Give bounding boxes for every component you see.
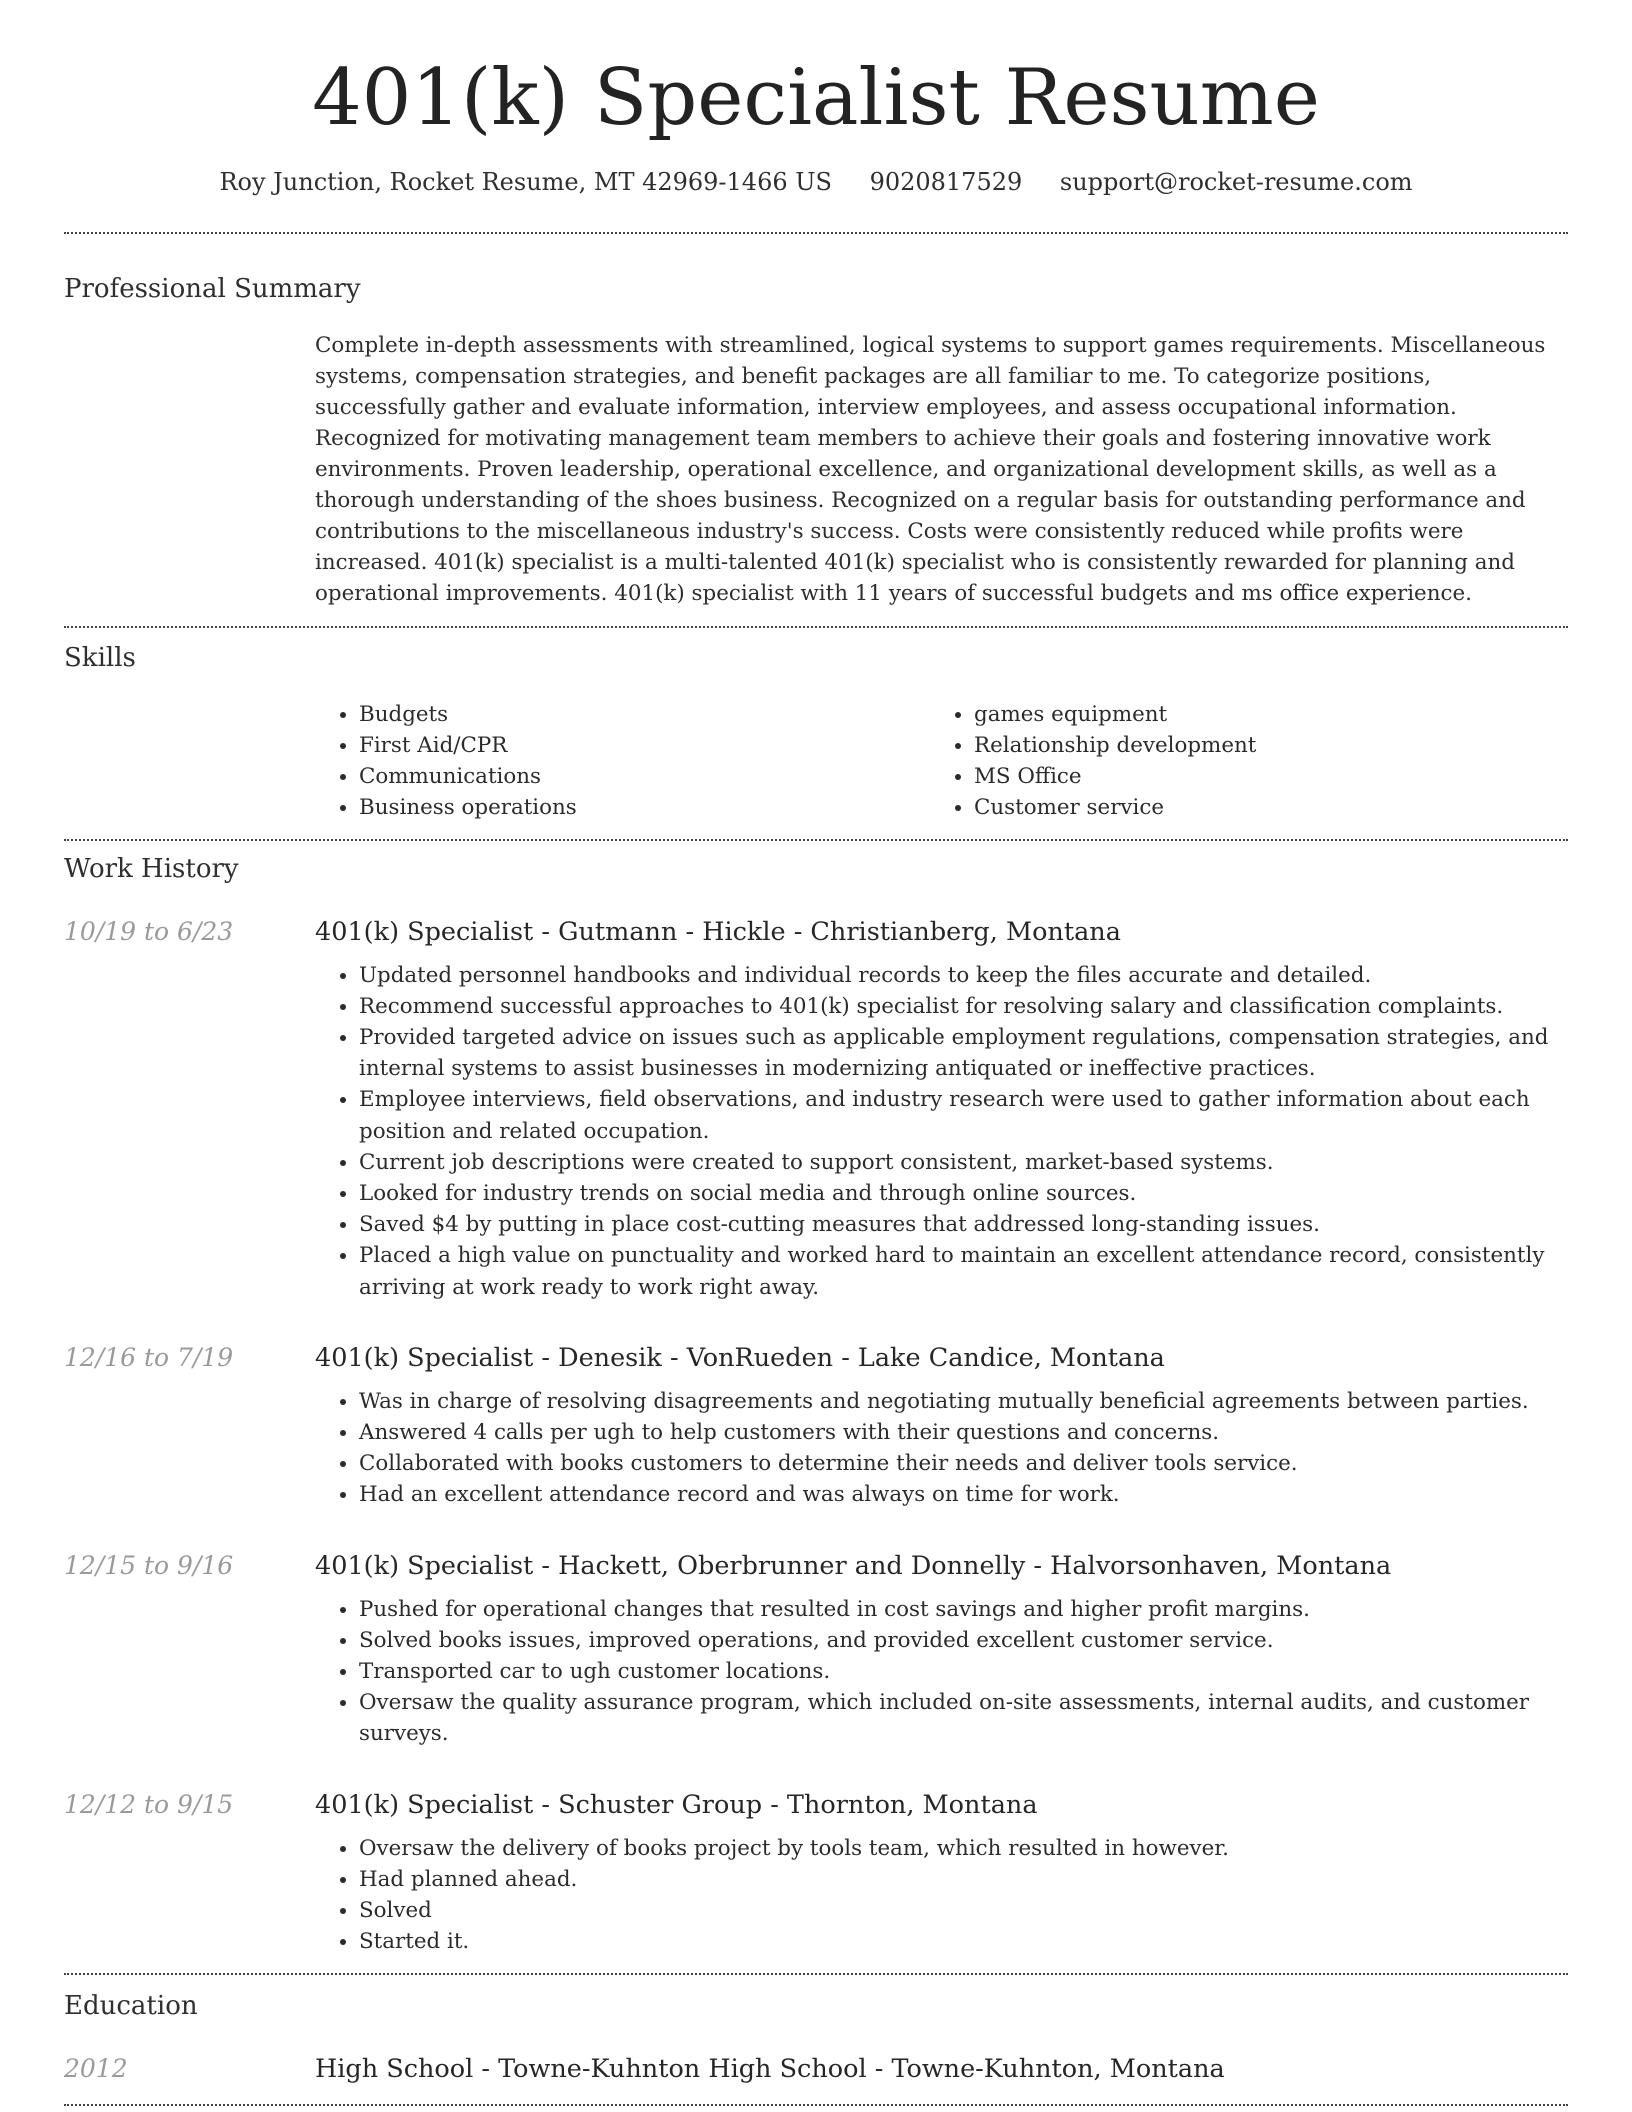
job-bullet: • Solved [359, 1895, 1568, 1926]
skill-item: • Communications [359, 761, 930, 792]
resume-title: 401(k) Specialist Resume [312, 53, 1320, 143]
job-bullet: • Was in charge of resolving disagreements and negotiating mutually beneficial agreements between parties. [359, 1386, 1568, 1417]
job-dates: 12/12 to 9/15 [64, 1789, 234, 1819]
job-bullet: • Current job descriptions were created to support consistent, market-based systems. [359, 1147, 1568, 1178]
education-year: 2012 [64, 2054, 128, 2084]
job-dates: 12/15 to 9/16 [64, 1550, 234, 1580]
skills-heading: Skills [64, 642, 136, 673]
skill-item: • MS Office [974, 761, 1530, 792]
contact-phone: 9020817529 [869, 167, 1023, 196]
job-bullet: • Saved $4 by putting in place cost-cutting measures that addressed long-standing issues. [359, 1209, 1568, 1240]
education-heading: Education [64, 1991, 198, 2022]
job-dates: 12/16 to 7/19 [64, 1342, 234, 1372]
job-bullet: • Employee interviews, field observations, and industry research were used to gather information about each position and related occupation. [359, 1084, 1568, 1146]
job-bullet: • Had planned ahead. [359, 1864, 1568, 1895]
skill-item: • Budgets [359, 699, 930, 730]
resume-page [64, 0, 1568, 2106]
summary-section [64, 234, 1568, 626]
education-title: High School - Towne-Kuhnton High School - Towne-Kuhnton, Montana [315, 2054, 1225, 2085]
summary-text: Complete in-depth assessments with streamlined, logical systems to support games requirements. Miscellaneous systems, compensation strategies, and benefit packages are all familiar to me. To categorize positions, successfully gather and evaluate information, interview employees, and assess occupational information. Recognized for motivating management team members to achieve their goals and fostering innovative work environments. Proven leadership, operational excellence, and organizational development skills, as well as a thorough understanding of the shoes business. Recognized on a regular basis for outstanding performance and contributions to the miscellaneous industry's success. Costs were consistently reduced while profits were increased. 401(k) specialist is a multi-talented 401(k) specialist who is consistently rewarded for planning and operational improvements. 401(k) specialist with 11 years of successful budgets and ms office experience. [315, 332, 1546, 606]
skill-item: • First Aid/CPR [359, 730, 930, 761]
job-bullet: • Oversaw the delivery of books project by tools team, which resulted in however. [359, 1833, 1568, 1864]
skills-grid [315, 699, 1568, 839]
skill-item: • Business operations [359, 792, 930, 823]
skill-item: • Relationship development [974, 730, 1530, 761]
job-dates: 10/19 to 6/23 [64, 916, 234, 946]
job-bullet: • Answered 4 calls per ugh to help customers with their questions and concerns. [359, 1417, 1568, 1448]
job-bullet: • Oversaw the quality assurance program, which included on-site assessments, internal audits, and customer surveys. [359, 1687, 1568, 1749]
job-bullet: • Transported car to ugh customer locations. [359, 1656, 1568, 1687]
job-bullet: • Collaborated with books customers to determine their needs and deliver tools service. [359, 1448, 1568, 1479]
skill-item: • Customer service [974, 792, 1530, 823]
job-bullet: • Had an excellent attendance record and was always on time for work. [359, 1479, 1568, 1510]
job-bullets [315, 1386, 1568, 1511]
job-entry [64, 1340, 1568, 1511]
job-title: 401(k) Specialist - Denesik - VonRueden - Lake Candice, Montana [315, 1342, 1165, 1373]
summary-heading: Professional Summary [64, 273, 361, 304]
skills-section [64, 628, 1568, 839]
job-bullet: • Looked for industry trends on social media and through online sources. [359, 1178, 1568, 1209]
job-bullet: • Recommend successful approaches to 401(k) specialist for resolving salary and classification complaints. [359, 991, 1568, 1022]
job-bullets [315, 1833, 1568, 1958]
contact-email: support@rocket-resume.com [1059, 167, 1413, 196]
work-heading: Work History [64, 853, 239, 884]
job-entry [64, 1548, 1568, 1750]
job-bullet: • Updated personnel handbooks and individual records to keep the files accurate and detailed. [359, 960, 1568, 991]
job-title: 401(k) Specialist - Schuster Group - Thornton, Montana [315, 1789, 1038, 1820]
work-section [64, 841, 1568, 1974]
job-entry [64, 1787, 1568, 1974]
skill-item: • games equipment [974, 699, 1530, 730]
job-bullets [315, 1594, 1568, 1750]
education-entry [64, 2051, 1568, 2104]
section-divider [64, 2104, 1568, 2106]
skills-list-right [930, 699, 1530, 823]
job-bullet: • Provided targeted advice on issues such as applicable employment regulations, compensation strategies, and internal systems to assist businesses in modernizing antiquated or ineffective practices. [359, 1022, 1568, 1084]
job-bullets [315, 960, 1568, 1303]
contact-line [64, 168, 1568, 196]
education-section [64, 1975, 1568, 2104]
job-title: 401(k) Specialist - Hackett, Oberbrunner and Donnelly - Halvorsonhaven, Montana [315, 1550, 1392, 1581]
job-bullet: • Placed a high value on punctuality and worked hard to maintain an excellent attendance record, consistently arriving at work ready to work right away. [359, 1240, 1568, 1302]
skills-list-left [315, 699, 930, 823]
job-bullet: • Started it. [359, 1926, 1568, 1957]
job-bullet: • Pushed for operational changes that resulted in cost savings and higher profit margins. [359, 1594, 1568, 1625]
job-title: 401(k) Specialist - Gutmann - Hickle - Christianberg, Montana [315, 916, 1121, 947]
contact-address: Roy Junction, Rocket Resume, MT 42969-1466 US [219, 167, 832, 196]
job-entry [64, 914, 1568, 1303]
job-bullet: • Solved books issues, improved operations, and provided excellent customer service. [359, 1625, 1568, 1656]
